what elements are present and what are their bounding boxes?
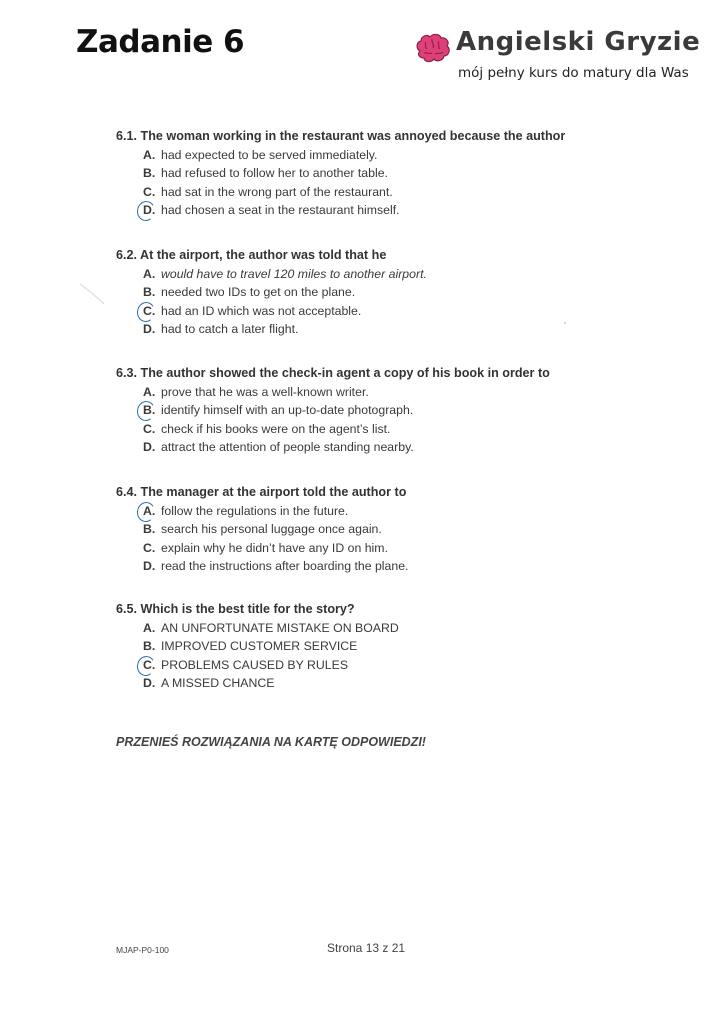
- scan-artifact: [78, 282, 108, 306]
- option-text: needed two IDs to get on the plane.: [161, 285, 356, 300]
- option-c: [116, 302, 676, 320]
- question-6-3: [116, 364, 676, 456]
- option-letter: B.: [143, 522, 156, 537]
- option-text: AN UNFORTUNATE MISTAKE ON BOARD: [161, 621, 399, 635]
- brain-icon: [414, 33, 452, 65]
- question-stem: 6.5. Which is the best title for the story?: [116, 602, 355, 616]
- option-d: [116, 201, 676, 219]
- option-b: [116, 283, 676, 301]
- brand-name: Angielski Gryzie: [456, 27, 701, 57]
- option-text: follow the regulations in the future.: [161, 504, 349, 518]
- option-d: [116, 320, 676, 338]
- question-6-2: [116, 246, 676, 338]
- option-d: [116, 674, 676, 692]
- option-a: [116, 502, 676, 520]
- option-letter: B.: [143, 403, 156, 418]
- option-text: prove that he was a well-known writer.: [161, 385, 369, 399]
- option-text: A MISSED CHANCE: [161, 675, 275, 690]
- option-letter: A.: [143, 385, 156, 399]
- question-6-5: [116, 600, 676, 692]
- option-d: [116, 557, 676, 575]
- option-letter: C.: [143, 184, 156, 199]
- option-letter: A.: [143, 148, 156, 162]
- exam-code: MJAP-P0-100: [116, 945, 169, 955]
- option-letter: D.: [143, 558, 156, 573]
- brand-logo: [414, 27, 704, 87]
- scan-artifact: [562, 320, 568, 326]
- brand-tagline: mój pełny kurs do matury dla Was: [458, 65, 689, 81]
- option-b: [116, 401, 676, 419]
- option-c: [116, 183, 676, 201]
- option-c: [116, 656, 676, 674]
- option-text: read the instructions after boarding the plane.: [161, 558, 409, 573]
- option-text: IMPROVED CUSTOMER SERVICE: [161, 639, 358, 654]
- option-text: had sat in the wrong part of the restaurant.: [161, 184, 393, 199]
- option-text: explain why he didn’t have any ID on him.: [161, 540, 388, 555]
- option-text: would have to travel 120 miles to another airport.: [161, 267, 427, 281]
- option-c: [116, 539, 676, 557]
- option-text: had expected to be served immediately.: [161, 148, 378, 162]
- option-letter: A.: [143, 621, 156, 635]
- option-letter: A.: [143, 267, 156, 281]
- option-letter: D.: [143, 202, 156, 217]
- option-letter: B.: [143, 166, 156, 181]
- option-b: [116, 637, 676, 655]
- option-text: had to catch a later flight.: [161, 321, 299, 336]
- option-letter: B.: [143, 639, 156, 654]
- option-a: [116, 383, 676, 401]
- option-a: [116, 146, 676, 164]
- option-text: had chosen a seat in the restaurant himself.: [161, 202, 400, 217]
- option-letter: C.: [143, 421, 156, 436]
- option-text: identify himself with an up-to-date photograph.: [161, 403, 414, 418]
- option-a: [116, 619, 676, 637]
- option-letter: C.: [143, 303, 156, 318]
- option-letter: C.: [143, 540, 156, 555]
- question-stem: 6.2. At the airport, the author was told that he: [116, 248, 387, 262]
- page-number: Strona 13 z 21: [327, 941, 406, 955]
- option-letter: D.: [143, 675, 156, 690]
- option-letter: D.: [143, 321, 156, 336]
- option-text: PROBLEMS CAUSED BY RULES: [161, 657, 349, 672]
- option-c: [116, 420, 676, 438]
- question-6-1: [116, 127, 676, 219]
- question-stem: 6.1. The woman working in the restaurant was annoyed because the author: [116, 129, 566, 143]
- option-d: [116, 438, 676, 456]
- option-text: search his personal luggage once again.: [161, 522, 382, 537]
- option-text: had refused to follow her to another table.: [161, 166, 388, 181]
- question-6-4: [116, 483, 676, 575]
- page-title: Zadanie 6: [76, 24, 245, 60]
- transfer-answers-instruction: PRZENIEŚ ROZWIĄZANIA NA KARTĘ ODPOWIEDZI!: [116, 735, 426, 749]
- option-b: [116, 520, 676, 538]
- option-a: [116, 265, 676, 283]
- option-text: had an ID which was not acceptable.: [161, 303, 362, 318]
- option-text: attract the attention of people standing nearby.: [161, 439, 414, 454]
- option-letter: A.: [143, 504, 156, 518]
- question-stem: 6.3. The author showed the check-in agent a copy of his book in order to: [116, 366, 550, 380]
- option-letter: B.: [143, 285, 156, 300]
- option-b: [116, 164, 676, 182]
- option-text: check if his books were on the agent’s list.: [161, 421, 391, 436]
- option-letter: D.: [143, 439, 156, 454]
- question-stem: 6.4. The manager at the airport told the author to: [116, 485, 407, 499]
- option-letter: C.: [143, 657, 156, 672]
